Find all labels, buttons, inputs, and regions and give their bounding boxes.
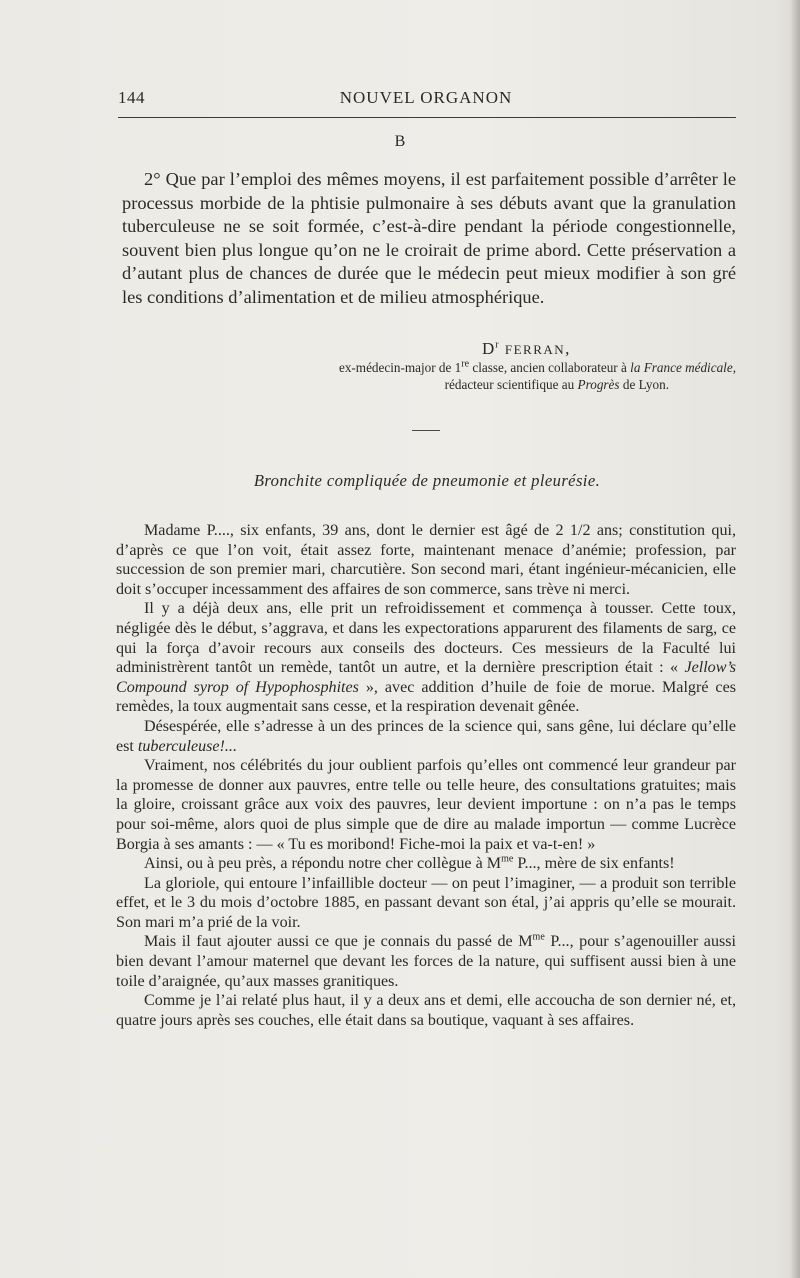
author-name: FERRAN [504,342,566,357]
author-title: $D^r$ [482,339,500,358]
author-signature: $D^r$ FERRAN, [482,339,571,358]
article-paragraph: Mais il faut ajouter aussi ce que je connais du passé de $M^{me}$ P..., pour s’agenouiller aussi bien devant l’amour maternel que devant les forces de la nature, qui suffisent aussi bien à une toile d’araignée, qu’aux masses granitiques. [116,932,736,990]
credits-line-2: rédacteur scientifique au Progrès de Lyon. [444,376,669,392]
conclusion-section [122,168,736,309]
credits-line-1: ex-médecin-major de 1re classe, ancien collaborateur à la France médicale, [338,358,736,375]
article-paragraph: Comme je l’ai relaté plus haut, il y a deux ans et demi, elle accoucha de son dernier né, et, quatre jours après ses couches, elle était dans sa boutique, vaquant à ses affaires. [116,992,736,1029]
article-paragraph: Ainsi, ou à peu près, a répondu notre cher collègue à $M^{me}$ P..., mère de six enfants! [144,853,675,873]
running-header [118,88,734,112]
article-body [116,521,736,1030]
signature-mark: B [394,133,406,150]
conclusion-paragraph: 2° Que par l’emploi des mêmes moyens, il est parfaitement possible d’arrêter le processus morbide de la phtisie pulmonaire à ses débuts avant que la granulation tuberculeuse ne se soit formée, c’est-à-dire pendant la période congestionnelle, souvent bien plus longue qu’on ne le croirait de prime abord. Cette préservation a d’autant plus de chances de durée que le médecin peut mieux modifier à son gré les conditions d’alimentation et de milieu atmosphérique. [122,169,736,307]
running-title: NOUVEL ORGANON [339,88,513,107]
section-separator [412,430,440,431]
page-edge-shadow [790,0,800,1278]
article-title: Bronchite compliquée de pneumonie et pleurésie. [253,471,601,490]
article-paragraph: La gloriole, qui entoure l’infaillible docteur — on peut l’imaginer, — a produit son terrible effet, et le 3 du mois d’octobre 1885, en passant devant son étal, j’ai appris qu’elle se mourait. Son mari m’a prié de la voir. [116,874,736,931]
article-paragraph: Madame P...., six enfants, 39 ans, dont le dernier est âgé de 2 1/2 ans; constitution qui, d’après ce que l’on voit, était assez forte, maintenant menace d’anémie; profession, par succession de son premier mari, charcutière. Son second mari, étant ingénieur-mécanicien, elle doit s’occuper incessamment des affaires de son commerce, sans trève ni merci. [116,522,736,598]
article-paragraph: Désespérée, elle s’adresse à un des princes de la science qui, sans gêne, lui déclare qu’elle est tuberculeuse!... [116,717,736,755]
author-credits [122,360,736,393]
article-paragraph: Vraiment, nos célébrités du jour oublient parfois qu’elles ont commencé leur grandeur par la promesse de donner aux pauvres, entre telle ou telle heure, des consultations gratuites; mais la gloire, croissant grâce aux voix des pauvres, leur devient importune : on n’a pas le temps pour soi-même, alors quoi de plus simple que de dire au malade importun — comme Lucrèce Borgia à ses amants : — « Tu es moribond! Fiche-moi la paix et va-t-en! » [116,757,736,853]
page-number: 144 [118,88,145,107]
header-rule [118,117,736,118]
article-paragraph: Il y a déjà deux ans, elle prit un refroidissement et commença à tousser. Cette toux, négligée dès le début, s’aggrava, et dans les expectorations apparurent des filaments de sarg, ce qui la força d’avoir recours aux conseils des docteurs. Ces messieurs de la Faculté lui administrèrent tantôt un remède, tantôt un autre, et la dernière prescription était : « Jellow’s Compound syrop of Hypophosphites », avec addition d’huile de foie de morue. Malgré ces remèdes, la toux augmentait sans cesse, et la respiration devenait gênée. [116,600,736,716]
